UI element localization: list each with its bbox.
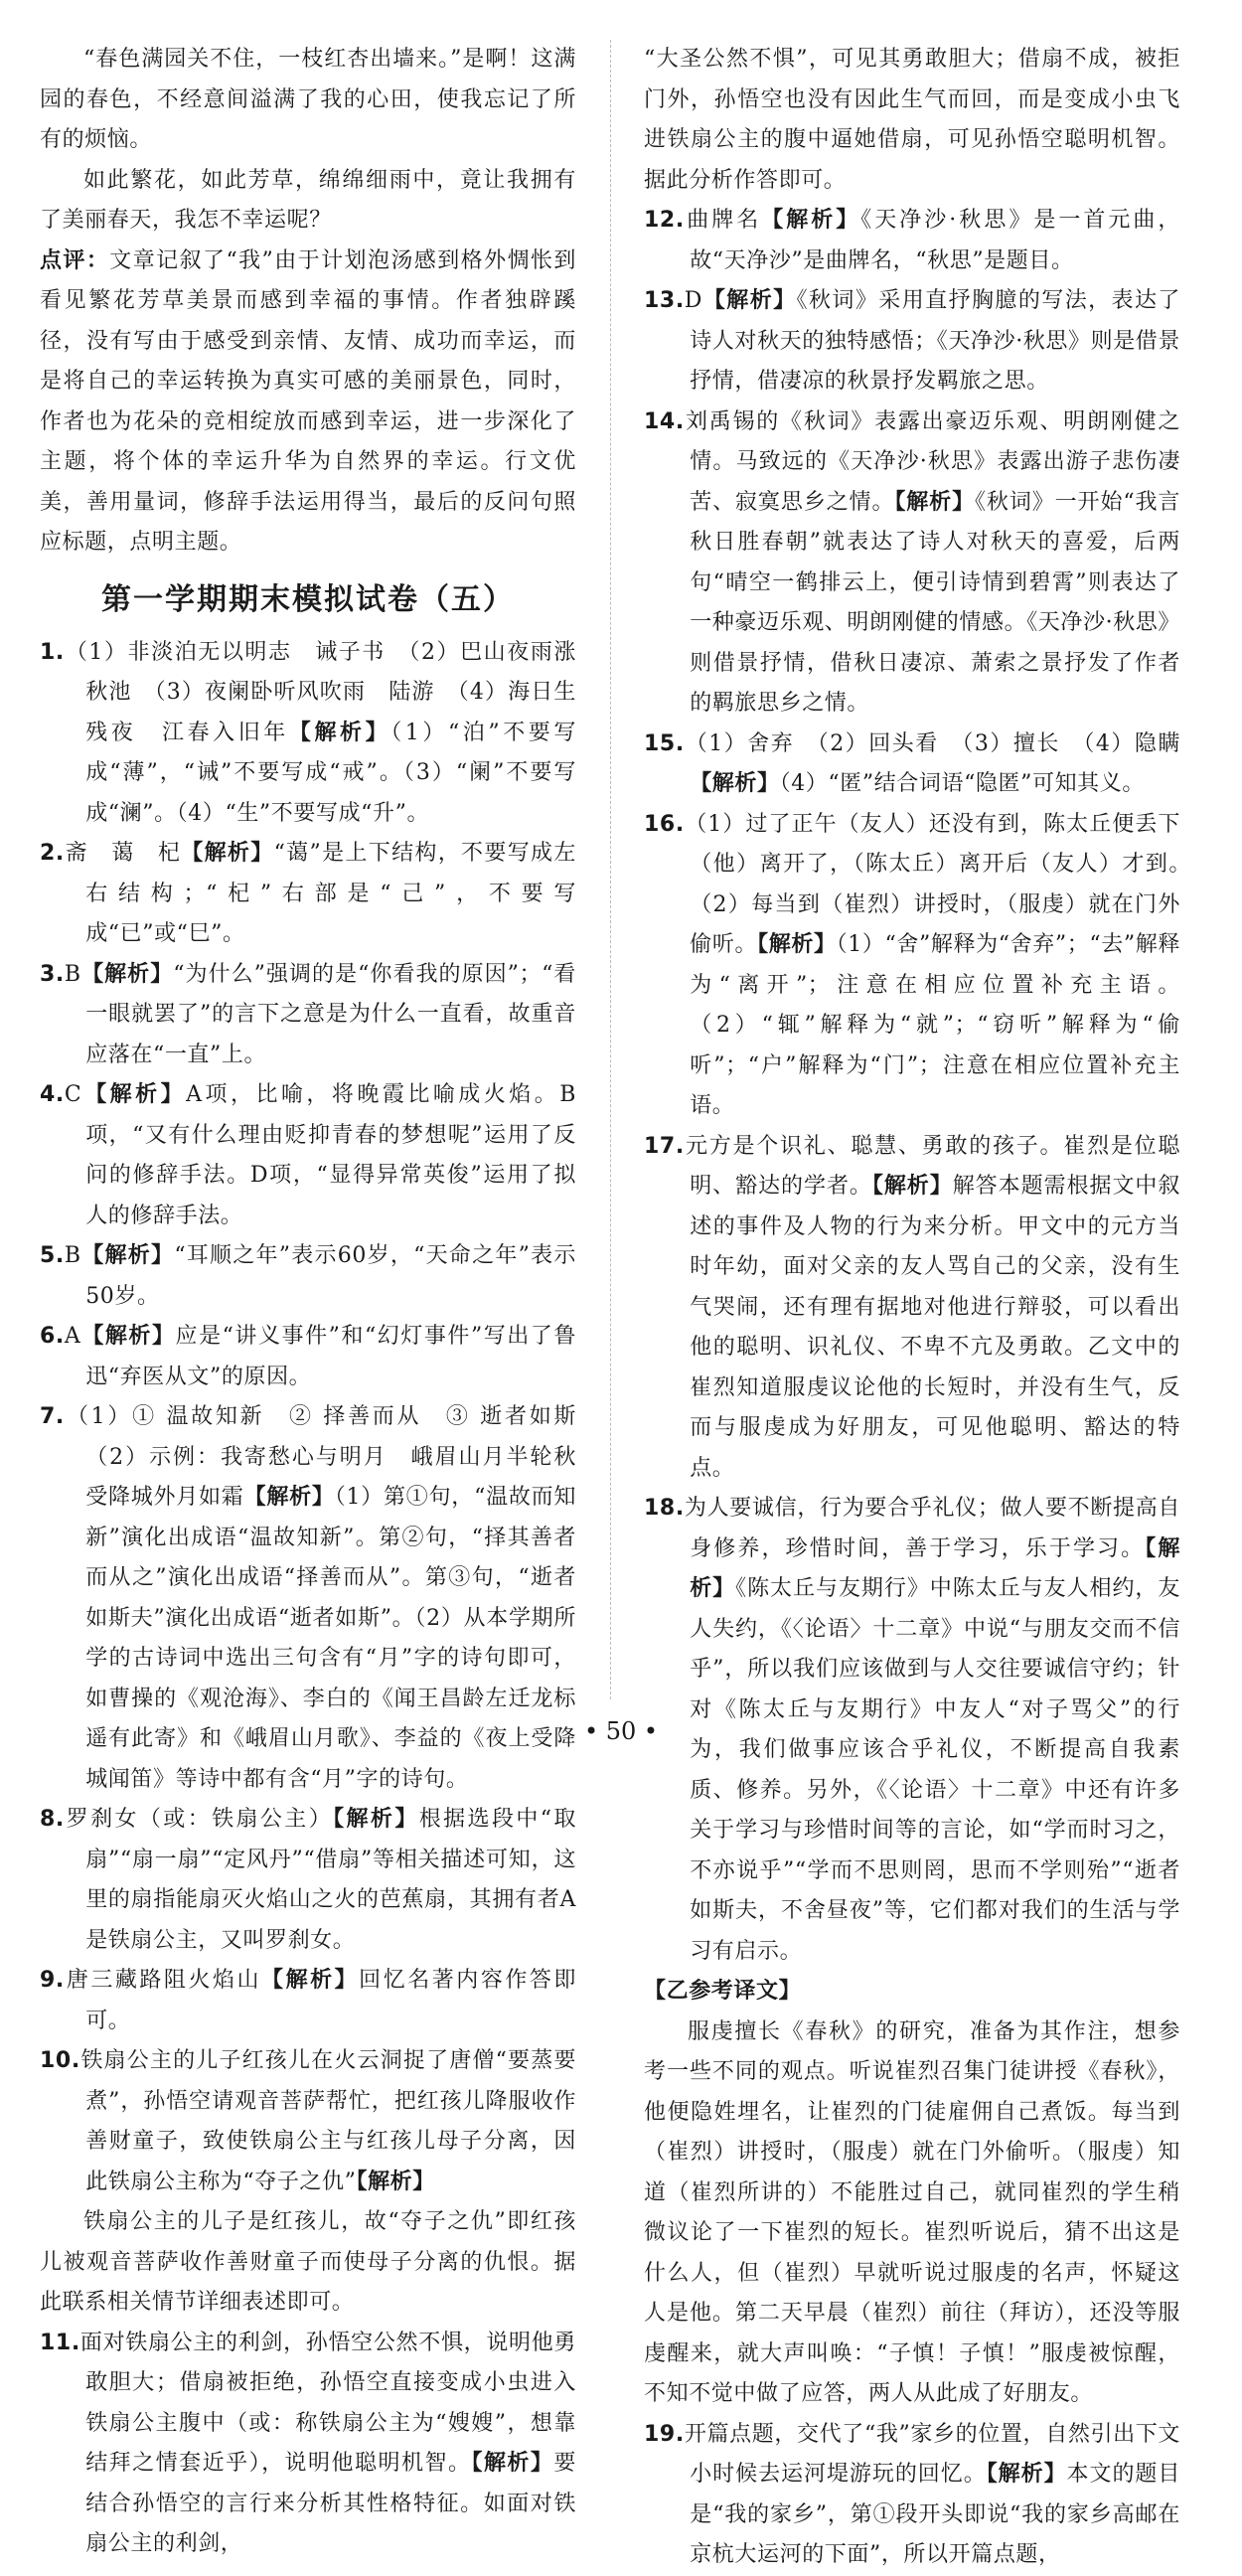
analysis-tag: 【解析】: [690, 771, 780, 796]
translation-text: 服虔擅长《春秋》的研究，准备为其作注，想参考一些不同的观点。听说崔烈召集门徒讲授《春秋》，他便隐姓埋名，让崔烈的门徒雇佣自己煮饭。每当到（崔烈）讲授时，（服虔）就在门外偷听。（服虔）知道（崔烈所讲的）不能胜过自己，就同崔烈的学生稍微议论了一下崔烈的短长。崔烈听说后，猜不出这是什么人，但（崔烈）早就听说过服虔的名声，怀疑这人是他。第二天早晨（崔烈）前往（拜访），还没等服虔醒来，就大声叫唤：“子慎！子慎！”服虔被惊醒，不知不觉中做了应答，两人从此成了好朋友。: [644, 2018, 1180, 2406]
item-number: 11.: [40, 2330, 80, 2355]
answer-text: 元方是个识礼、聪慧、勇敢的孩子。崔烈是位聪明、豁达的学者。: [684, 1133, 1180, 1199]
right-column: [644, 40, 1203, 2576]
analysis-tag: 【解析】: [261, 1968, 360, 1993]
analysis-text: 应是“讲义事件”和“幻灯事件”写出了鲁迅“弃医从文”的原因。: [85, 1324, 577, 1389]
answer-item-17: [644, 1127, 1180, 1490]
translation-heading: 【乙参考译文】: [644, 1979, 802, 2004]
answer-item-8: [40, 1800, 576, 1961]
item-number: 18.: [644, 1496, 685, 1521]
item-number: 3.: [40, 961, 65, 987]
answer-item-3: [40, 955, 576, 1076]
analysis-text: 《秋词》采用直抒胸臆的写法，表达了诗人对秋天的独特感悟；《天净沙·秋思》则是借景抒情，借凄凉的秋景抒发羁旅之思。: [690, 288, 1181, 394]
item-number: 5.: [40, 1243, 65, 1268]
comment-label: 点评：: [40, 247, 110, 273]
answer-item-14: [644, 402, 1180, 724]
item-number: 8.: [40, 1807, 65, 1832]
page-number: • 50 •: [583, 1717, 659, 1745]
analysis-text: （1）“舍”解释为“舍弃”；“去”解释为“离开”；注意在相应位置补充主语。（2）“辄”解释为“就”；“窃听”解释为“偷听”；“户”解释为“门”；注意在相应位置补充主语。: [690, 932, 1180, 1118]
item-number: 1.: [40, 639, 65, 665]
answer-text: D: [684, 288, 703, 313]
answer-item-19: [644, 2415, 1180, 2576]
analysis-text: 要结合孙悟空的言行来分析其性格特征。如面对铁扇公主的利剑，: [85, 2451, 577, 2556]
answer-text: （1）舍弃 （2）回头看 （3）擅长 （4）隐瞒: [684, 730, 1180, 756]
analysis-tag: 【解析】: [702, 288, 797, 313]
item-number: 19.: [644, 2421, 685, 2447]
analysis-tag: 【解析】: [80, 1243, 175, 1268]
analysis-text: “耳顺之年”表示60岁，“天命之年”表示50岁。: [85, 1243, 576, 1309]
section-title: 第一学期期末模拟试卷（五）: [101, 581, 515, 617]
analysis-tag: 【解析】: [757, 932, 837, 957]
answer-text: 斋 蔼 杞: [64, 841, 182, 866]
analysis-text: A项，比喻，将晚霞比喻成火焰。B项，“又有什么理由贬抑青春的梦想呢”运用了反问的修辞手法。D项，“显得异常英俊”运用了拟人的修辞手法。: [85, 1082, 576, 1228]
answer-text: 刘禹锡的《秋词》表露出豪迈乐观、明朗刚健之情。马致远的《天净沙·秋思》表露出游子悲伤凄苦、寂寞思乡之情。: [684, 408, 1180, 515]
answer-text: 罗刹女（或：铁扇公主）: [64, 1807, 334, 1832]
answer-text: B: [64, 961, 81, 987]
item-number: 7.: [40, 1404, 65, 1429]
translation-label: [644, 1972, 1180, 2012]
analysis-tag: 【解析】: [986, 2462, 1067, 2487]
item-number: 14.: [644, 408, 685, 434]
analysis-tag: 【解析】: [471, 2451, 554, 2476]
item-number: 12.: [644, 208, 685, 233]
analysis-text: 根据选段中“取扇”“扇一扇”“定风丹”“借扇”等相关描述可知，这里的扇指能扇灭火焰山之火的芭蕉扇，其拥有者A是铁扇公主，又叫罗刹女。: [85, 1807, 576, 1953]
answer-text: 为人要诚信，行为要合乎礼仪；做人要不断提高自身修养，珍惜时间，善于学习，乐于学习。: [684, 1496, 1180, 1561]
answer-item-5: [40, 1236, 576, 1317]
answer-item-4: [40, 1075, 576, 1236]
essay-paragraph-2: 如此繁花，如此芳草，绵绵细雨中，竟让我拥有了美丽春天，我怎不幸运呢？: [40, 167, 576, 233]
answer-item-2: [40, 834, 576, 955]
answer-text: 开篇点题，交代了“我”家乡的位置，自然引出下文小时候去运河堤游玩的回忆。: [684, 2421, 1180, 2487]
analysis-tag: 【解析】: [333, 1807, 419, 1832]
answer-item-9: [40, 1961, 576, 2041]
analysis-text: “为什么”强调的是“你看我的原因”；“看一眼就罢了”的言下之意是为什么一直看，故重音应落在“一直”上。: [85, 961, 576, 1067]
item-number: 10.: [40, 2048, 80, 2073]
analysis-tag: 【解析】: [81, 1082, 187, 1107]
answer-text: A: [64, 1324, 81, 1349]
item-number: 2.: [40, 841, 65, 866]
answer-item-1: [40, 633, 576, 835]
analysis-text: 回忆名著内容作答即可。: [85, 1968, 577, 2033]
analysis-text: 解答本题需根据文中叙述的事件及人物的行为来分析。甲文中的元方当时年幼，面对父亲的友人骂自己的父亲，没有生气哭闹，还有理有据地对他进行辩驳，可以看出他的聪明、识礼仪、不卑不亢及勇敢。乙文中的崔烈知道服虔议论他的长短时，并没有生气，反而与服虔成为好朋友，可见他聪明、豁达的特点。: [690, 1174, 1180, 1481]
answer-item-11: [40, 2324, 576, 2565]
item-number: 9.: [40, 1968, 65, 1993]
analysis-tag: 【解析】: [288, 720, 391, 745]
comment-text: 文章记叙了“我”由于计划泡汤感到格外惆怅到看见繁花芳草美景而感到幸福的事情。作者独辟蹊径，没有写由于感受到亲情、友情、成功而幸运，而是将自己的幸运转换为真实可感的美丽景色，同时，作者也为花朵的竞相绽放而感到幸运，进一步深化了主题，将个体的幸运升华为自然界的幸运。行文优美，善用量词，修辞手法运用得当，最后的反问句照应标题，点明主题。: [40, 247, 576, 555]
item-number: 17.: [644, 1133, 685, 1159]
analysis-tag: 【解析】: [761, 208, 861, 233]
analysis-text: 《陈太丘与友期行》中陈太丘与友人相约，友人失约，《〈论语〉十二章》中说“与朋友交而不信乎”，所以我们应该做到与人交往要诚信守约；针对《陈太丘与友期行》中友人“对子骂父”的行为，我们做事应该合乎礼仪，不断提高自我素质、修养。另外，《〈论语〉十二章》中还有许多关于学习与珍惜时间等的言论，如“学而时习之，不亦说乎”“学而不思则罔，思而不学则殆”“逝者如斯夫，不舍昼夜”等，它们都对我们的生活与学习有启示。: [690, 1576, 1180, 1964]
analysis-text: 本文的题目是“我的家乡”，第①段开头即说“我的家乡高邮在京杭大运河的下面”，所以开篇点题，: [690, 2462, 1180, 2567]
item-number: 4.: [40, 1082, 65, 1107]
item-number: 6.: [40, 1324, 65, 1349]
analysis-tag: 【解析】: [871, 1174, 953, 1199]
analysis-text: “蔼”是上下结构，不要写成左右结构；“杞”右部是“己”，不要写成“已”或“巳”。: [85, 841, 576, 946]
analysis-text: 《秋词》一开始“我言秋日胜春朝”就表达了诗人对秋天的喜爱，后两句“晴空一鹤排云上，便引诗情到碧霄”则表达了一种豪迈乐观、明朗刚健的情感。《天净沙·秋思》则借景抒情，借秋日凄凉、萧索之景抒发了作者的羁旅思乡之情。: [690, 489, 1181, 716]
left-column: [40, 40, 599, 2565]
answer-item-11-continuation: “大圣公然不惧”，可见其勇敢胆大；借扇不成，被拒门外，孙悟空也没有因此生气而回，而是变成小虫飞进铁扇公主的腹中逼她借扇，可见孙悟空聪明机智。据此分析作答即可。: [644, 47, 1180, 193]
item-number: 13.: [644, 288, 685, 313]
column-divider: [610, 40, 611, 1699]
answer-text: 曲牌名: [684, 208, 762, 233]
item-number: 15.: [644, 730, 685, 756]
analysis-tag: 【解析】: [894, 489, 975, 515]
answer-item-10: [40, 2041, 576, 2202]
analysis-tag: 【解析】: [80, 961, 174, 987]
answer-text: 铁扇公主的儿子红孩儿在火云洞捉了唐僧“要蒸要煮”，孙悟空请观音菩萨帮忙，把红孩儿降服收作善财童子，致使铁扇公主与红孩儿母子分离，因此铁扇公主称为“夺子之仇”: [79, 2048, 576, 2194]
answer-item-16: [644, 805, 1203, 1127]
answer-text: 面对铁扇公主的利剑，孙悟空公然不惧，说明他勇敢胆大；借扇被拒绝，孙悟空直接变成小虫进入铁扇公主腹中（或：称铁扇公主为“嫂嫂”，想靠结拜之情套近乎），说明他聪明机智。: [79, 2330, 576, 2476]
answer-item-6: [40, 1317, 576, 1397]
answer-item-10-analysis: 铁扇公主的儿子是红孩儿，故“夺子之仇”即红孩儿被观音菩萨收作善财童子而使母子分离的仇恨。据此联系相关情节详细表述即可。: [40, 2209, 576, 2315]
comment-paragraph: [40, 242, 576, 564]
analysis-text: （1）“泊”不要写成“薄”，“诫”不要写成“戒”。（3）“阑”不要写成“澜”。（4）“生”不要写成“升”。: [85, 720, 576, 826]
answer-text: （1）非淡泊无以明志 诫子书 （2）巴山夜雨涨秋池 （3）夜阑卧听风吹雨 陆游 （4）海日生残夜 江春入旧年: [64, 639, 576, 745]
answer-text: （1）① 温故知新 ② 择善而从 ③ 逝者如斯 （2）示例：我寄愁心与明月 峨眉山月半轮秋 受降城外月如霜: [64, 1404, 599, 1510]
analysis-tag: 【解析】: [356, 2169, 435, 2194]
analysis-tag: 【解析】: [181, 841, 274, 866]
answer-text: C: [64, 1082, 82, 1107]
answer-item-12: [644, 201, 1180, 281]
analysis-tag: 【解析】: [690, 1535, 1181, 1601]
essay-paragraph-1: “春色满园关不住，一枝红杏出墙来。”是啊！这满园的春色，不经意间溢满了我的心田，使我忘记了所有的烦恼。: [40, 47, 576, 152]
analysis-text: （1）第①句，“温故而知新”演化出成语“温故知新”。第②句，“择其善者而从之”演化出成语“择善而从”。第③句，“逝者如斯夫”演化出成语“逝者如斯”。（2）从本学期所学的古诗词中选出三句含有“月”字的诗句即可，如曹操的《观沧海》、李白的《闻王昌龄左迁龙标遥有此寄》和《峨眉山月歌》、李益的《夜上受降城闻笛》等诗中都有含“月”字的诗句。: [85, 1485, 577, 1792]
answer-text: B: [64, 1243, 81, 1268]
analysis-text: 《天净沙·秋思》是一首元曲，故“天净沙”是曲牌名，“秋思”是题目。: [690, 208, 1180, 273]
answer-text: 唐三藏路阻火焰山: [64, 1968, 262, 1993]
analysis-tag: 【解析】: [80, 1324, 176, 1349]
item-number: 16.: [644, 811, 685, 837]
answer-item-13: [644, 281, 1180, 402]
answer-item-15: [644, 724, 1180, 805]
answer-text: （1）过了正午（友人）还没有到，陈太丘便丢下（他）离开了，（陈太丘）离开后（友人）才到。 （2）每当到（崔烈）讲授时，（服虔）就在门外偷听。: [684, 811, 1203, 957]
analysis-tag: 【解析】: [243, 1485, 335, 1510]
analysis-text: （4）“匿”结合词语“隐匿”可知其义。: [779, 771, 1145, 796]
